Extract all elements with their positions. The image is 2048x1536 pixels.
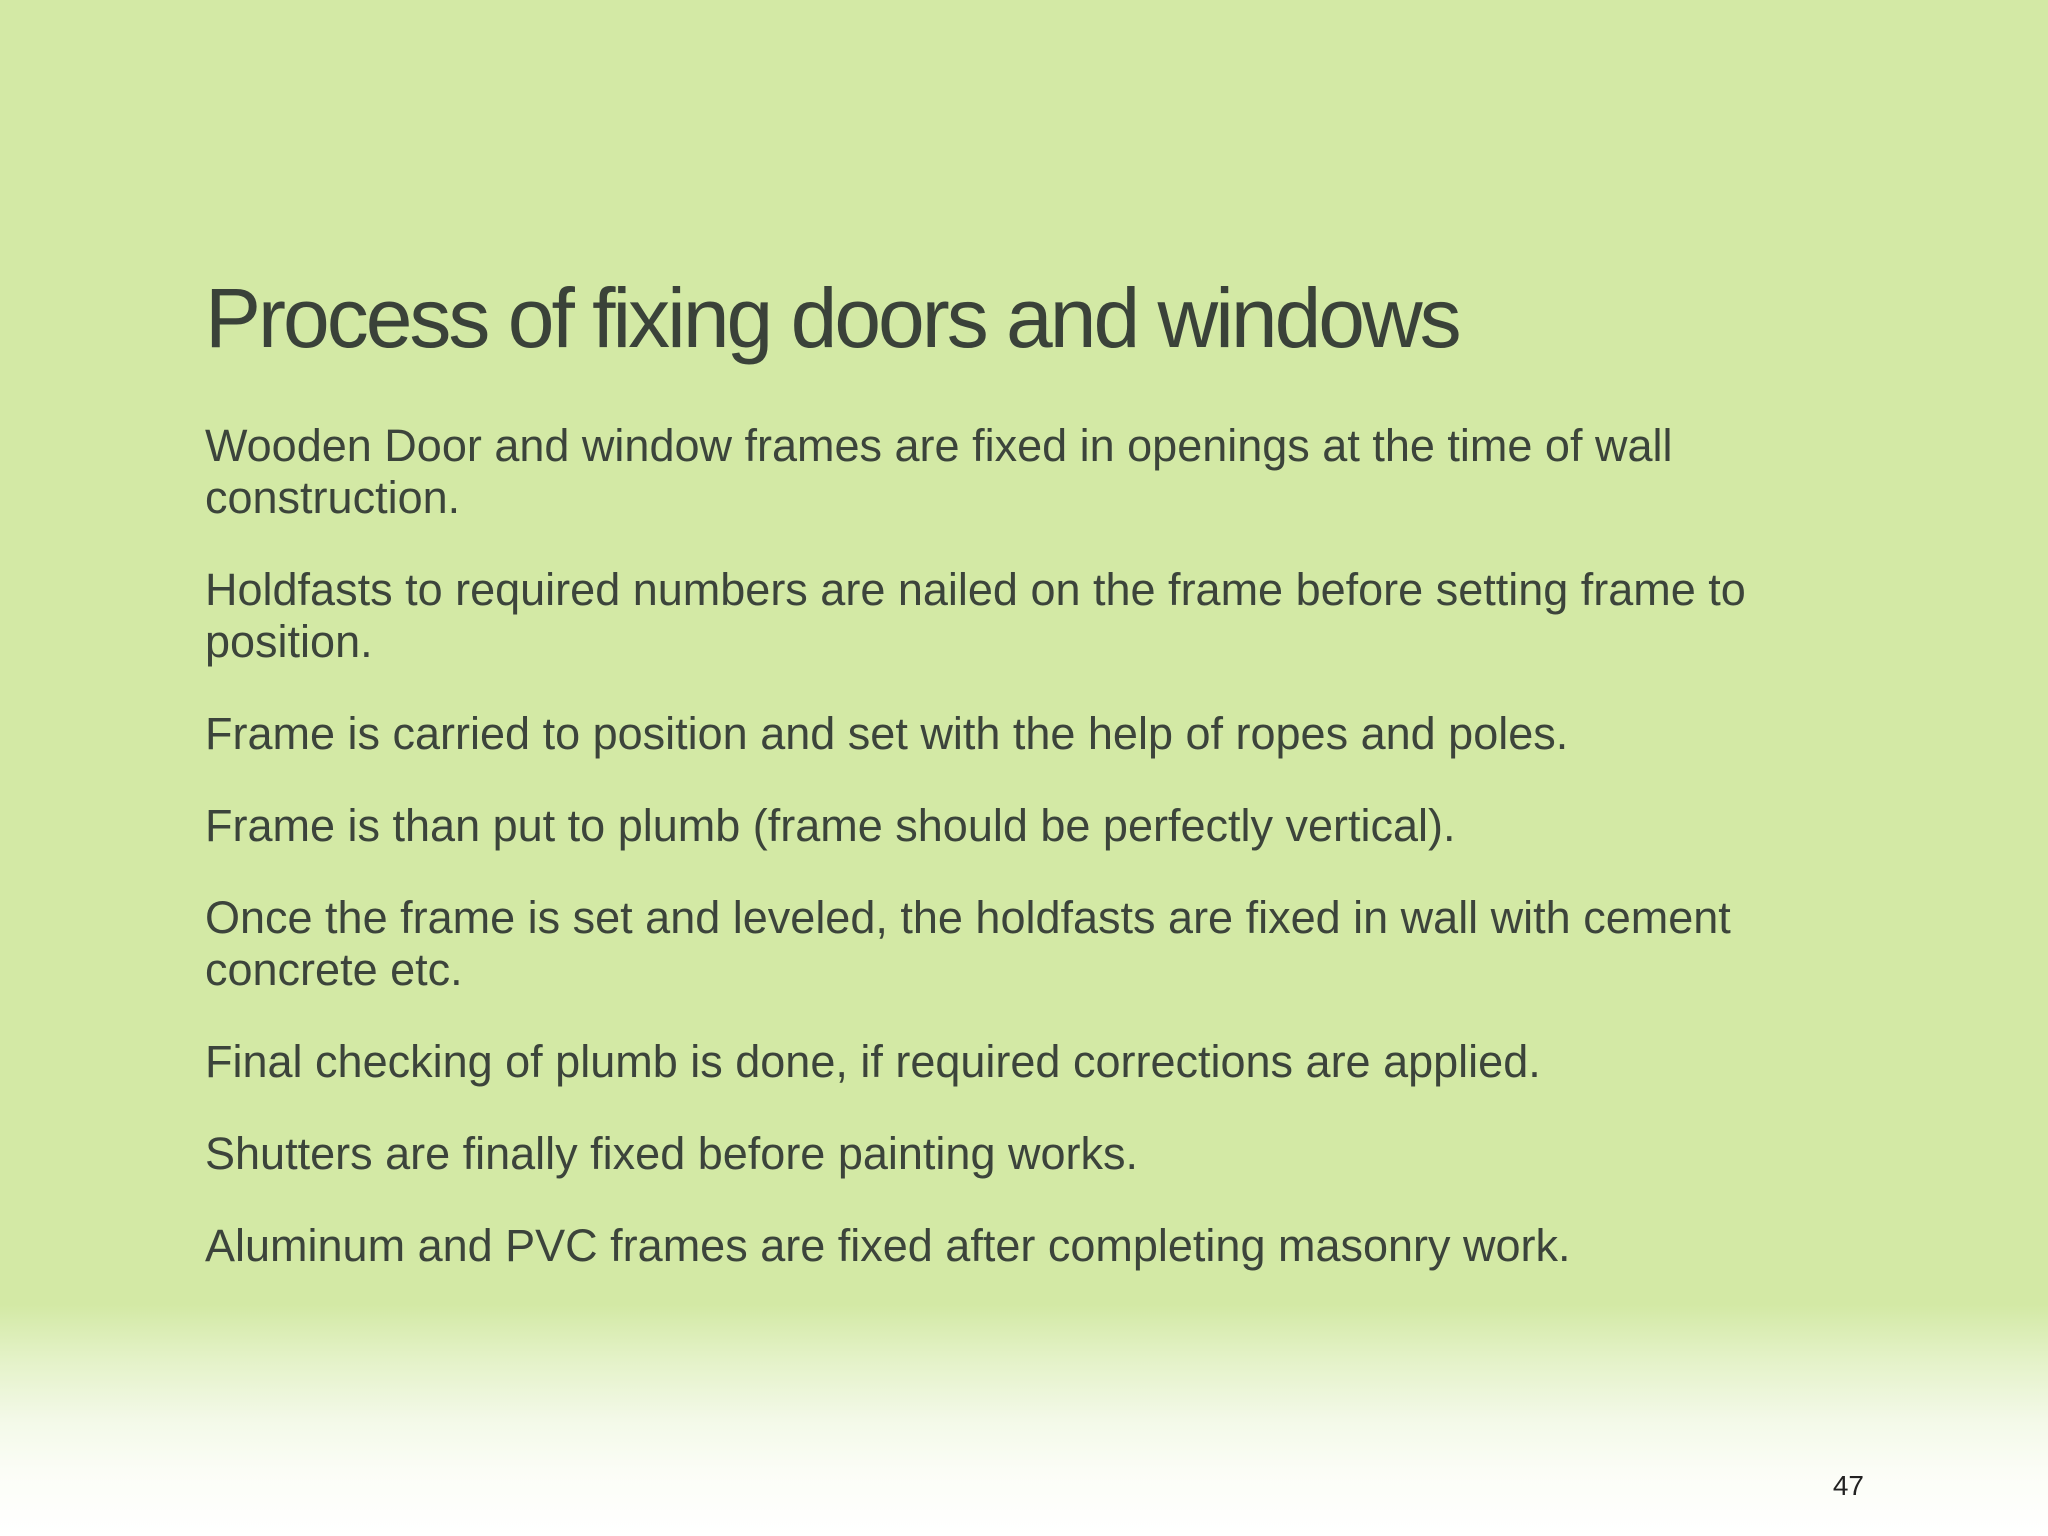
bullet-item: Holdfasts to required numbers are nailed on the frame before setting frame to position. xyxy=(205,564,1746,667)
bullet-item: Frame is carried to position and set with the help of ropes and poles. xyxy=(205,708,1569,759)
bullet-item: Final checking of plumb is done, if required corrections are applied. xyxy=(205,1036,1541,1087)
bullet-list xyxy=(205,420,1905,1312)
bullet-item: Frame is than put to plumb (frame should be perfectly vertical). xyxy=(205,800,1456,851)
bullet-item: Shutters are finally fixed before painting works. xyxy=(205,1128,1138,1179)
bullet-item: Wooden Door and window frames are fixed in openings at the time of wall construction. xyxy=(205,420,1673,523)
page-number: 47 xyxy=(1832,1470,1864,1501)
slide-title: Process of fixing doors and windows xyxy=(205,271,1459,365)
bullet-item: Aluminum and PVC frames are fixed after completing masonry work. xyxy=(205,1220,1571,1271)
bullet-item: Once the frame is set and leveled, the holdfasts are fixed in wall with cement concrete etc. xyxy=(205,892,1731,995)
